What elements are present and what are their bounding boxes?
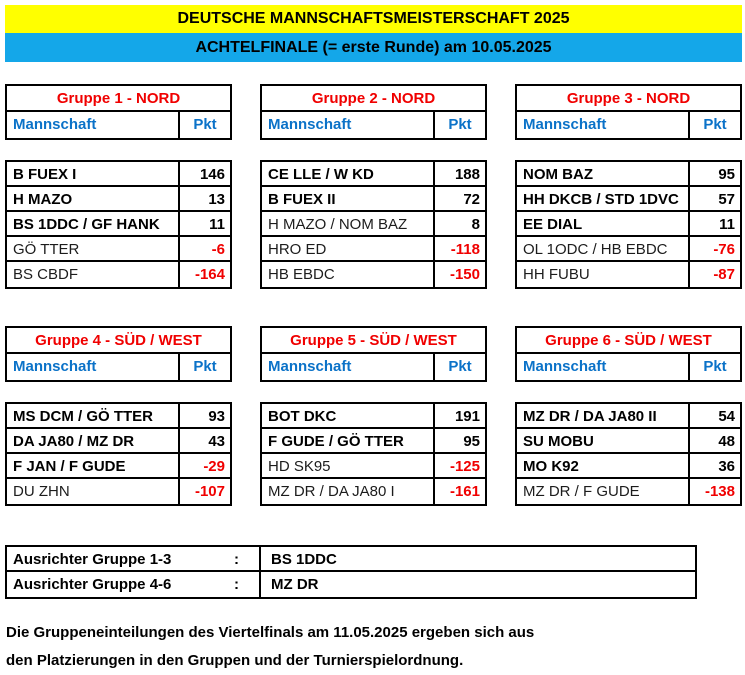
group-title: Gruppe 1 - NORD bbox=[7, 86, 230, 112]
points-value: -161 bbox=[433, 479, 485, 504]
points-value: 11 bbox=[178, 212, 230, 235]
column-header-mannschaft: Mannschaft bbox=[13, 358, 97, 375]
column-header-pkt: Pkt bbox=[433, 112, 485, 138]
page-title: DEUTSCHE MANNSCHAFTSMEISTERSCHAFT 2025 bbox=[5, 5, 742, 33]
points-value: 11 bbox=[688, 212, 740, 235]
team-name: SU MOBU bbox=[523, 433, 594, 450]
host-label-text: Ausrichter Gruppe 1-3 bbox=[13, 551, 172, 568]
team-name: DA JA80 / MZ DR bbox=[13, 433, 135, 450]
team-name: MZ DR / DA JA80 II bbox=[523, 408, 657, 425]
team-name: MO K92 bbox=[523, 458, 579, 475]
footnote-line-2: den Platzierungen in den Gruppen und der Turnierspielordnung. bbox=[6, 652, 464, 669]
host-label bbox=[7, 572, 259, 597]
team-name: MZ DR / F GUDE bbox=[523, 483, 640, 500]
points-value: -76 bbox=[688, 237, 740, 260]
host-value: BS 1DDC bbox=[259, 547, 695, 570]
group-1-table bbox=[5, 160, 232, 289]
group-title: Gruppe 4 - SÜD / WEST bbox=[7, 328, 230, 354]
team-name: HH FUBU bbox=[523, 266, 590, 283]
host-label bbox=[7, 547, 259, 570]
points-value: -6 bbox=[178, 237, 230, 260]
team-name: CE LLE / W KD bbox=[268, 166, 374, 183]
group-1-section bbox=[5, 84, 232, 289]
group-5-header bbox=[260, 326, 487, 382]
footnote-line-1: Die Gruppeneinteilungen des Viertelfinals am 11.05.2025 ergeben sich aus bbox=[6, 624, 535, 641]
group-title: Gruppe 3 - NORD bbox=[517, 86, 740, 112]
points-value: 48 bbox=[688, 429, 740, 452]
points-value: -29 bbox=[178, 454, 230, 477]
group-1-header bbox=[5, 84, 232, 140]
column-header-pkt: Pkt bbox=[178, 354, 230, 380]
team-name: B FUEX II bbox=[268, 191, 336, 208]
group-title: Gruppe 2 - NORD bbox=[262, 86, 485, 112]
points-value: 188 bbox=[433, 162, 485, 185]
group-6-table bbox=[515, 402, 742, 506]
team-name: EE DIAL bbox=[523, 216, 583, 233]
table-row bbox=[517, 454, 740, 479]
column-header-mannschaft: Mannschaft bbox=[268, 116, 352, 133]
table-row bbox=[7, 237, 230, 262]
table-row bbox=[262, 454, 485, 479]
points-value: 93 bbox=[178, 404, 230, 427]
team-name: F GUDE / GÖ TTER bbox=[268, 433, 404, 450]
team-name: HRO ED bbox=[268, 241, 327, 258]
group-2-header bbox=[260, 84, 487, 140]
table-row bbox=[262, 262, 485, 287]
table-row bbox=[517, 187, 740, 212]
table-row bbox=[7, 187, 230, 212]
team-name: HD SK95 bbox=[268, 458, 331, 475]
team-name: H MAZO bbox=[13, 191, 73, 208]
group-3-header bbox=[515, 84, 742, 140]
group-4-table bbox=[5, 402, 232, 506]
team-name: MZ DR / DA JA80 I bbox=[268, 483, 395, 500]
team-name: DU ZHN bbox=[13, 483, 70, 500]
team-name: OL 1ODC / HB EBDC bbox=[523, 241, 668, 258]
colon-separator: : bbox=[234, 551, 239, 568]
points-value: 54 bbox=[688, 404, 740, 427]
table-row bbox=[262, 479, 485, 504]
table-row bbox=[7, 572, 695, 597]
points-value: 43 bbox=[178, 429, 230, 452]
column-header-pkt: Pkt bbox=[688, 112, 740, 138]
table-row bbox=[517, 479, 740, 504]
table-row bbox=[517, 429, 740, 454]
column-header-pkt: Pkt bbox=[178, 112, 230, 138]
group-5-table bbox=[260, 402, 487, 506]
points-value: 8 bbox=[433, 212, 485, 235]
column-header-mannschaft: Mannschaft bbox=[523, 358, 607, 375]
table-row bbox=[517, 212, 740, 237]
table-row bbox=[7, 547, 695, 572]
group-4-section bbox=[5, 326, 232, 506]
team-name: BOT DKC bbox=[268, 408, 337, 425]
team-name: B FUEX I bbox=[13, 166, 77, 183]
table-row bbox=[517, 262, 740, 287]
points-value: -107 bbox=[178, 479, 230, 504]
team-name: BS 1DDC / GF HANK bbox=[13, 216, 160, 233]
table-row bbox=[7, 212, 230, 237]
team-name: BS CBDF bbox=[13, 266, 79, 283]
points-value: -125 bbox=[433, 454, 485, 477]
team-name: H MAZO / NOM BAZ bbox=[268, 216, 408, 233]
table-row bbox=[517, 237, 740, 262]
table-row bbox=[7, 429, 230, 454]
column-header-mannschaft: Mannschaft bbox=[268, 358, 352, 375]
column-header-mannschaft: Mannschaft bbox=[523, 116, 607, 133]
points-value: -164 bbox=[178, 262, 230, 287]
points-value: 146 bbox=[178, 162, 230, 185]
points-value: -150 bbox=[433, 262, 485, 287]
colon-separator: : bbox=[234, 576, 239, 593]
points-value: -138 bbox=[688, 479, 740, 504]
group-3-table bbox=[515, 160, 742, 289]
points-value: 13 bbox=[178, 187, 230, 210]
points-value: -87 bbox=[688, 262, 740, 287]
table-row bbox=[262, 404, 485, 429]
table-row bbox=[7, 479, 230, 504]
table-row bbox=[262, 429, 485, 454]
points-value: 72 bbox=[433, 187, 485, 210]
team-name: HH DKCB / STD 1DVC bbox=[523, 191, 679, 208]
group-4-header bbox=[5, 326, 232, 382]
team-name: GÖ TTER bbox=[13, 241, 80, 258]
table-row bbox=[7, 262, 230, 287]
table-row bbox=[7, 454, 230, 479]
group-3-section bbox=[515, 84, 742, 289]
group-title: Gruppe 6 - SÜD / WEST bbox=[517, 328, 740, 354]
table-row bbox=[262, 187, 485, 212]
points-value: 191 bbox=[433, 404, 485, 427]
host-value: MZ DR bbox=[259, 572, 695, 597]
footnote bbox=[6, 619, 534, 675]
group-2-table bbox=[260, 160, 487, 289]
group-6-section bbox=[515, 326, 742, 506]
table-row bbox=[517, 404, 740, 429]
points-value: 36 bbox=[688, 454, 740, 477]
table-row bbox=[262, 212, 485, 237]
table-row bbox=[262, 237, 485, 262]
table-row bbox=[517, 162, 740, 187]
group-title: Gruppe 5 - SÜD / WEST bbox=[262, 328, 485, 354]
points-value: 57 bbox=[688, 187, 740, 210]
points-value: -118 bbox=[433, 237, 485, 260]
column-header-mannschaft: Mannschaft bbox=[13, 116, 97, 133]
table-row bbox=[7, 162, 230, 187]
points-value: 95 bbox=[688, 162, 740, 185]
table-row bbox=[7, 404, 230, 429]
team-name: HB EBDC bbox=[268, 266, 335, 283]
page-subtitle: ACHTELFINALE (= erste Runde) am 10.05.2025 bbox=[5, 33, 742, 62]
team-name: NOM BAZ bbox=[523, 166, 593, 183]
group-6-header bbox=[515, 326, 742, 382]
column-header-pkt: Pkt bbox=[688, 354, 740, 380]
group-5-section bbox=[260, 326, 487, 506]
table-row bbox=[262, 162, 485, 187]
team-name: F JAN / F GUDE bbox=[13, 458, 126, 475]
host-label-text: Ausrichter Gruppe 4-6 bbox=[13, 576, 172, 593]
group-2-section bbox=[260, 84, 487, 289]
team-name: MS DCM / GÖ TTER bbox=[13, 408, 153, 425]
points-value: 95 bbox=[433, 429, 485, 452]
hosts-table bbox=[5, 545, 697, 599]
column-header-pkt: Pkt bbox=[433, 354, 485, 380]
